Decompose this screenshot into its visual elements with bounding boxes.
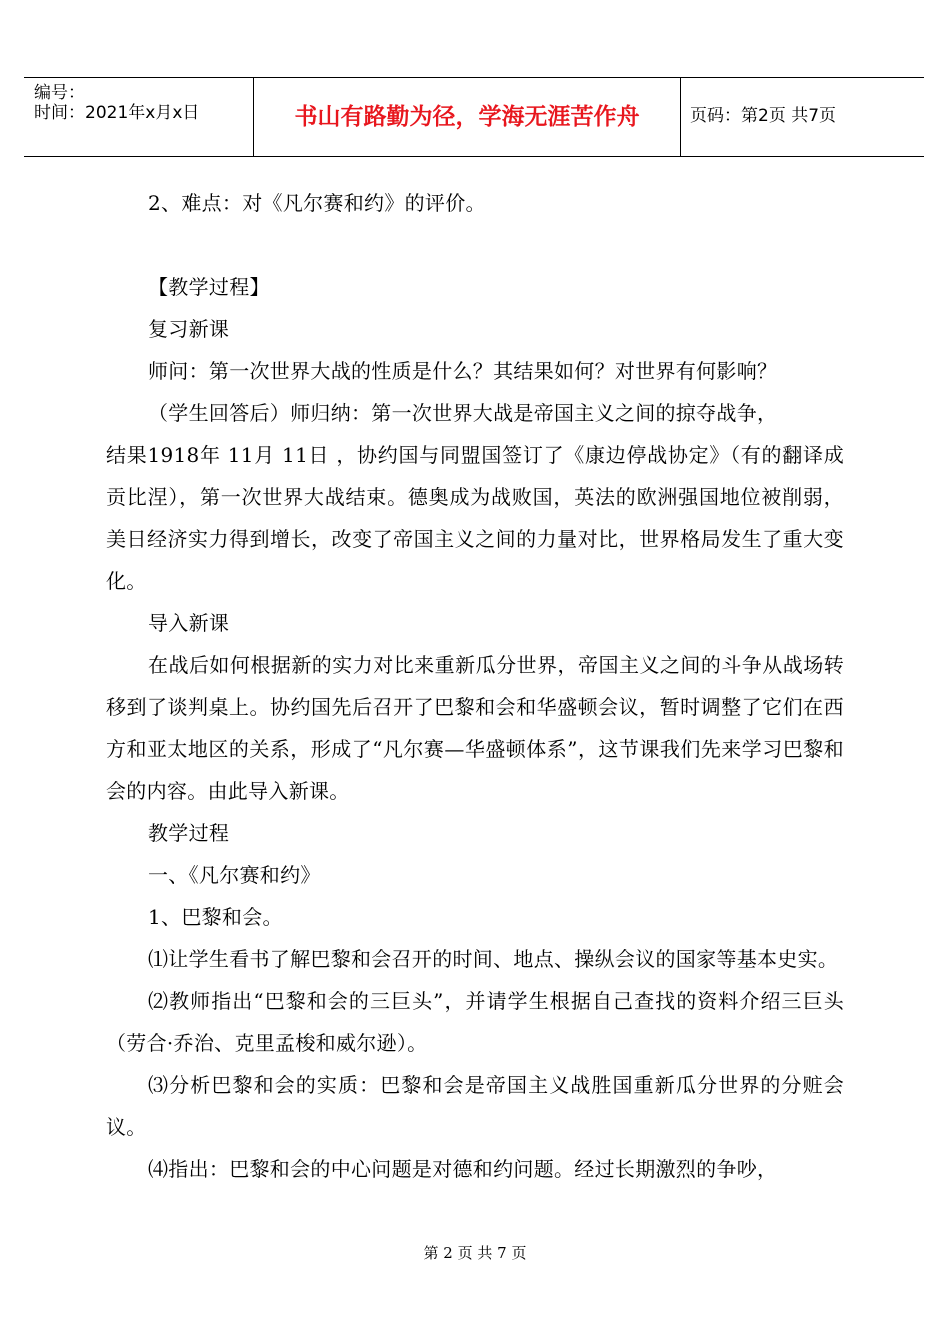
- section-one-heading: 一、《凡尔赛和约》: [148, 863, 321, 887]
- header-page-cell: [680, 78, 924, 156]
- header-motto-cell: [253, 78, 681, 156]
- teaching-process-heading: 【教学过程】: [148, 275, 270, 299]
- motto-text: 书山有路勤为径，学海无涯苦作舟: [294, 104, 640, 130]
- page-code-label: 页码：第2页 共7页: [690, 106, 837, 126]
- list-item: ⑶分析巴黎和会的实质：巴黎和会是帝国主义战胜国重新瓜分世界的分赃会议。: [106, 1073, 844, 1139]
- list-item: ⑵教师指出“巴黎和会的三巨头”，并请学生根据自己查找的资料介绍三巨头（劳合·乔治、克里孟梭和威尔逊）。: [106, 989, 844, 1055]
- blank-line: [106, 224, 844, 266]
- summary-paragraph-continued: 结果1918年 11月 11日 ，协约国与同盟国签订了《康边停战协定》（有的翻译成贡比涅），第一次世界大战结束。德奥成为战败国，英法的欧洲强国地位被削弱，美日经济实力得到增长，改变了帝国主义之间的力量对比，世界格局发生了重大变化。: [106, 443, 844, 593]
- difficulty-paragraph: 2、难点：对《凡尔赛和约》的评价。: [148, 191, 486, 215]
- document-time-label: 时间：2021年x月x日: [34, 103, 200, 123]
- process-heading: 教学过程: [148, 821, 230, 845]
- page-footer: 第 2 页 共 7 页: [423, 1244, 527, 1262]
- document-body: [106, 182, 844, 1190]
- intro-heading: 导入新课: [148, 611, 230, 635]
- list-item: ⑴让学生看书了解巴黎和会召开的时间、地点、操纵会议的国家等基本史实。: [148, 947, 839, 971]
- summary-paragraph-start: （学生回答后）师归纳：第一次世界大战是帝国主义之间的掠夺战争，: [148, 401, 778, 425]
- subsection-paris-conference: 1、巴黎和会。: [148, 905, 283, 929]
- list-item: ⑷指出：巴黎和会的中心问题是对德和约问题。经过长期激烈的争吵，: [148, 1157, 778, 1181]
- intro-paragraph: 在战后如何根据新的实力对比来重新瓜分世界，帝国主义之间的斗争从战场转移到了谈判桌上。协约国先后召开了巴黎和会和华盛顿会议，暂时调整了它们在西方和亚太地区的关系，形成了“凡尔赛—华盛顿体系”，这节课我们先来学习巴黎和会的内容。由此导入新课。: [106, 653, 844, 803]
- review-heading: 复习新课: [148, 317, 230, 341]
- document-header: [24, 77, 924, 157]
- header-info-cell: [24, 78, 253, 156]
- question-paragraph: 师问：第一次世界大战的性质是什么？其结果如何？对世界有何影响？: [148, 359, 778, 383]
- document-number-label: 编号：: [34, 83, 85, 103]
